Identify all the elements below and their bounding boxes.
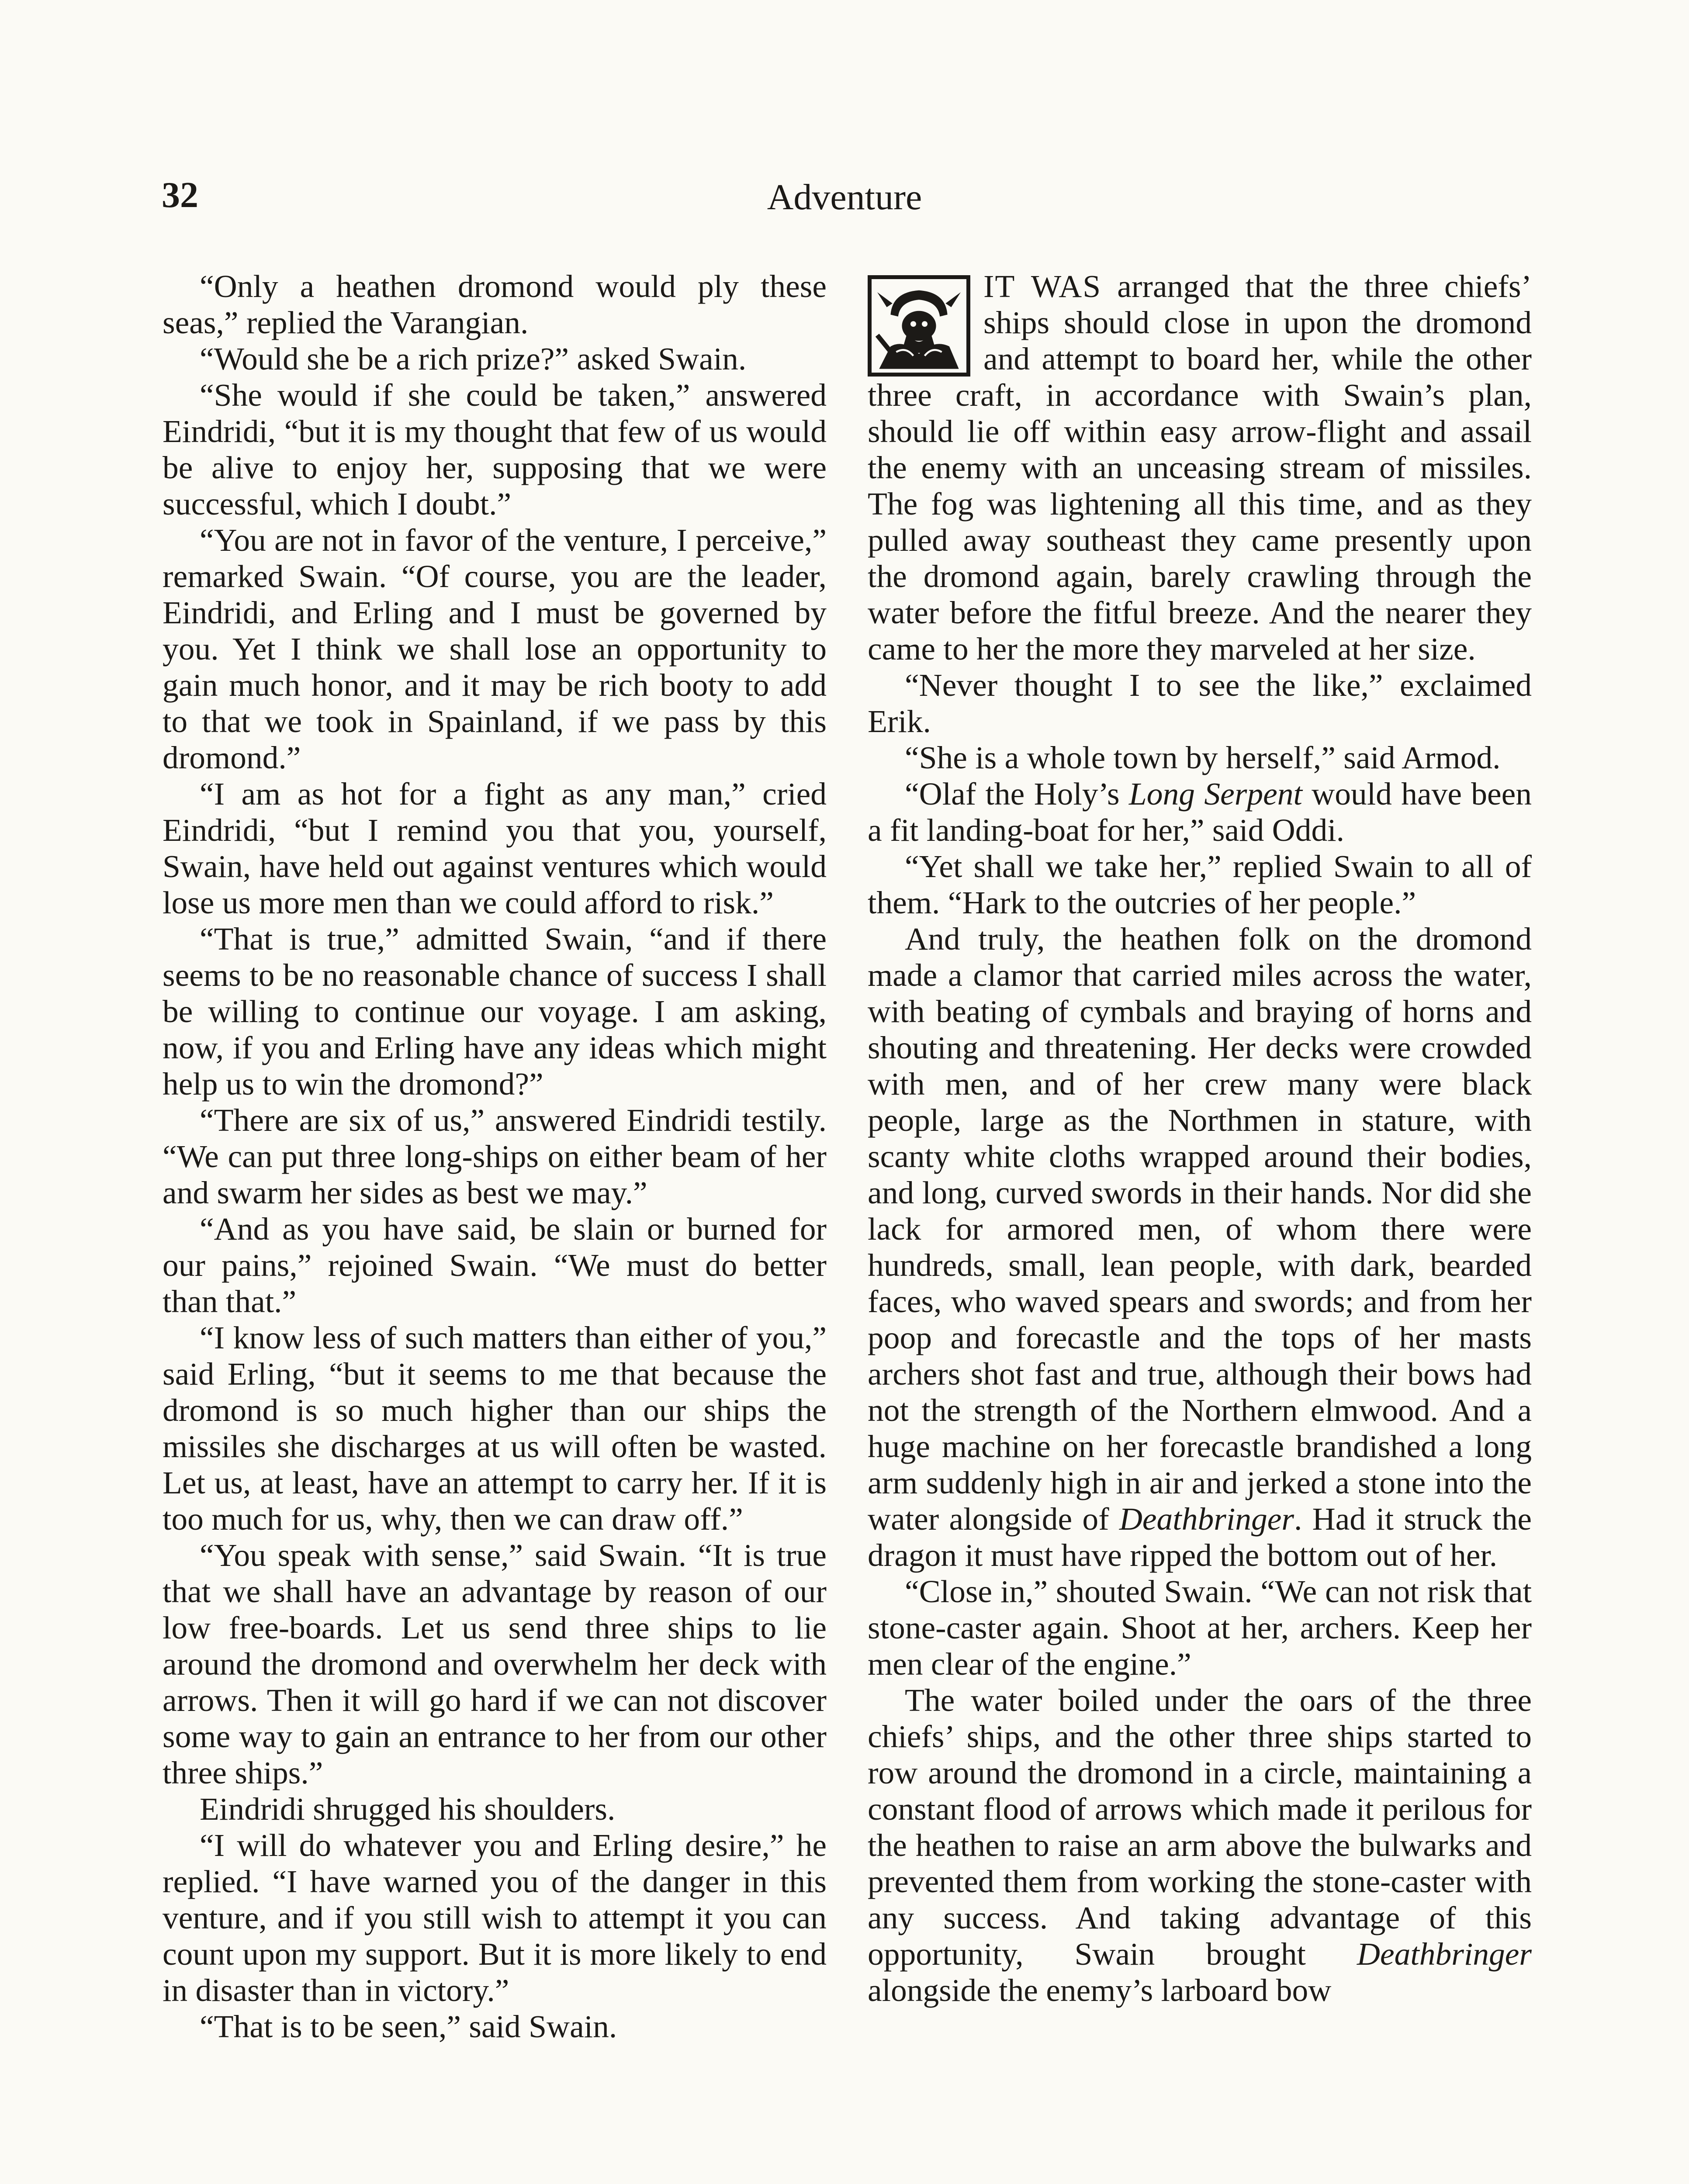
text-run: alongside the enemy’s larboard bow xyxy=(868,1973,1332,2008)
text-run: And truly, the heathen folk on the dromond made a clamor that carried miles across the water, with beating of cymbals and braying of horns and shouting and threatening. Her decks were crowded with men, and of her crew many were black people, large as the Northmen in stature, with scanty white cloths wrapped around their bodies, and long, curved swords in their hands. Nor did she lack for armored men, of whom there were hundreds, small, lean people, with dark, bearded faces, who waved spears and swords; and from her poop and forecastle and the tops of her masts archers shot fast and true, although their bows had not the strength of the Northern elmwood. And a huge machine on her forecastle brandished a long arm suddenly high in air and jerked a stone into the water alongside of xyxy=(868,921,1532,1537)
paragraph: Eindridi shrugged his shoulders. xyxy=(200,1791,616,1827)
paragraph: “Never thought I to see the like,” exclaimed Erik. xyxy=(868,667,1532,739)
paragraph: “That is to be seen,” said Swain. xyxy=(200,2009,617,2044)
paragraph: “Would she be a rich prize?” asked Swain. xyxy=(200,341,747,377)
text-run: The water boiled under the oars of the three chiefs’ ships, and the other three ships started to row around the dromond in a circle, maintaining a constant flood of arrows which made it perilous for the heathen to raise an arm above the bulwarks and prevented them from working the stone-caster with any success. And taking advantage of this opportunity, Swain brought xyxy=(868,1683,1532,1972)
paragraph: “Yet shall we take her,” replied Swain to all of them. “Hark to the outcries of her people.” xyxy=(868,849,1532,920)
text-run: . Had it struck the dragon it must have ripped the bottom out of her. xyxy=(868,1501,1532,1573)
paragraph: “You speak with sense,” said Swain. “It is true that we shall have an advantage by reason of our low free-boards. Let us send three ships to lie around the dromond and overwhelm her deck with arrows. Then it will go hard if we can not discover some way to gain an entrance to her from our other three ships.” xyxy=(163,1538,827,1790)
running-head: Adventure xyxy=(767,177,922,218)
opening-caps: IT WAS xyxy=(983,269,1102,304)
paragraph: “Only a heathen dromond would ply these seas,” replied the Varangian. xyxy=(163,269,827,340)
paragraph xyxy=(868,776,1532,848)
viking-warrior-icon xyxy=(868,275,970,377)
paragraph: “She is a whole town by herself,” said Armod. xyxy=(905,740,1501,775)
text-run: “Olaf the Holy’s xyxy=(905,776,1129,812)
text-run: would have been a fit landing-boat for her,” said Oddi. xyxy=(868,776,1532,848)
opening-text: arranged that the three chiefs’ ships should close in upon the dromond and attempt to board her, while the other three craft, in accordance with Swain’s plan, should lie off within easy arrow-flight and assail the enemy with an unceasing stream of missiles. The fog was lightening all this time, and as they pulled away southeast they came presently upon the dromond again, barely crawling through the water before the fitful breeze. And the nearer they came to her the more they marveled at her size. xyxy=(868,269,1532,667)
page-number: 32 xyxy=(162,175,198,215)
ship-name: Deathbringer xyxy=(1119,1501,1294,1537)
paragraph: “I will do whatever you and Erling desire,” he replied. “I have warned you of the danger in this venture, and if you still wish to attempt it you can count upon my support. But it is more likely to end in disaster than in victory.” xyxy=(163,1828,827,2008)
paragraph xyxy=(868,1682,1532,2008)
paragraph: “You are not in favor of the venture, I perceive,” remarked Swain. “Of course, you are the leader, Eindridi, and Erling and I must be governed by you. Yet I think we shall lose an opportunity to gain much honor, and it may be rich booty to add to that we took in Spainland, if we pass by this dromond.” xyxy=(163,522,827,775)
paragraph: “That is true,” admitted Swain, “and if there seems to be no reasonable chance of success I shall be willing to continue our voyage. I am asking, now, if you and Erling have any ideas which might help us to win the dromond?” xyxy=(163,921,827,1102)
right-column xyxy=(868,268,1532,2008)
paragraph xyxy=(868,921,1532,1573)
paragraph: “I am as hot for a fight as any man,” cried Eindridi, “but I remind you that you, yourself, Swain, have held out against ventures which would lose us more men than we could afford to risk.” xyxy=(163,776,827,920)
ship-name: Long Serpent xyxy=(1128,776,1302,812)
ship-name: Deathbringer xyxy=(1357,1936,1532,1972)
left-column xyxy=(163,268,827,2045)
paragraph: “And as you have said, be slain or burned for our pains,” rejoined Swain. “We must do better than that.” xyxy=(163,1211,827,1319)
paragraph: “There are six of us,” answered Eindridi testily. “We can put three long-ships on either beam of her and swarm her sides as best we may.” xyxy=(163,1102,827,1210)
paragraph: “Close in,” shouted Swain. “We can not risk that stone-caster again. Shoot at her, archers. Keep her men clear of the engine.” xyxy=(868,1574,1532,1682)
paragraph: “She would if she could be taken,” answered Eindridi, “but it is my thought that few of us would be alive to enjoy her, supposing that we were successful, which I doubt.” xyxy=(163,377,827,522)
paragraph: “I know less of such matters than either of you,” said Erling, “but it seems to me that because the dromond is so much higher than our ships the missiles she discharges at us will often be wasted. Let us, at least, have an attempt to carry her. If it is too much for us, why, then we can draw off.” xyxy=(163,1320,827,1537)
